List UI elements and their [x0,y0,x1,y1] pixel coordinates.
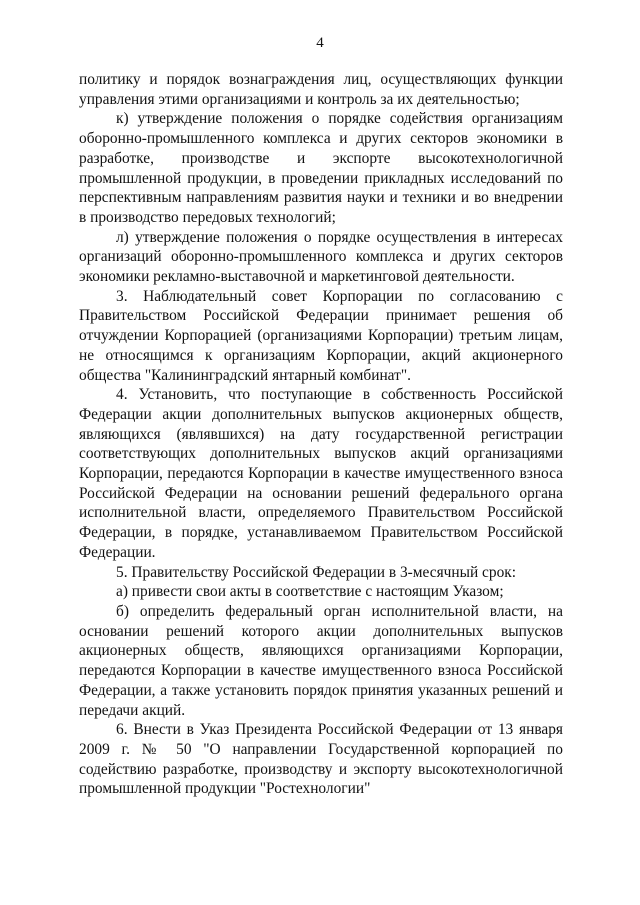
paragraph-3: 3. Наблюдательный совет Корпорации по согласованию с Правительством Российской Федерации принимает решения об отчуждении Корпорацией (организациями Корпорации) третьим лицам, не относящимся к организациям Корпорации, акций акционерного общества "Калининградский янтарный комбинат". [79,287,563,384]
paragraph-item-k: к) утверждение положения о порядке содействия организациям оборонно-промышленного комплекса и других секторов экономики в разработке, производстве и экспорте высокотехнологичной промышленной продукции, в проведении прикладных исследований по перспективным направлениям развития науки и техники и во внедрении в производство передовых технологий; [79,110,563,226]
paragraph-6: 6. Внести в Указ Президента Российской Федерации от 13 января 2009 г. № 50 "О направлении Государственной корпорацией по содействию разработке, производству и экспорту высокотехнологичной промышленной продукции "Ростехнологии" [79,721,563,798]
paragraph-5: 5. Правительству Российской Федерации в 3-месячный срок: [116,563,517,581]
paragraph-4: 4. Установить, что поступающие в собственность Российской Федерации акции дополнительных выпусков акционерных обществ, являющихся (являвшихся) на дату государственной регистрации соответствующих дополнительных выпусков акций организациями Корпорации, передаются Корпорации в качестве имущественного взноса Российской Федерации на основании решений федерального органа исполнительной власти, определяемого Правительством Российской Федерации, в порядке, устанавливаемом Правительством Российской Федерации. [79,386,563,561]
page-number: 4 [316,35,324,51]
paragraph-5-item-a: а) привести свои акты в соответствие с настоящим Указом; [116,583,504,601]
paragraph-continuation: политику и порядок вознаграждения лиц, осуществляющих функции управления этими организациями и контроль за их деятельностью; [79,71,563,108]
document-body [79,70,563,799]
paragraph-5-item-b: б) определить федеральный орган исполнительной власти, на основании решений которого акции дополнительных выпусков акционерных обществ, являющихся организациями Корпорации, передаются Корпорации в качестве имущественного взноса Российской Федерации, а также установить порядок принятия указанных решений и передачи акций. [79,602,563,719]
paragraph-item-l: л) утверждение положения о порядке осуществления в интересах организаций оборонно-промышленного комплекса и других секторов экономики рекламно-выставочной и маркетинговой деятельности. [79,228,563,286]
